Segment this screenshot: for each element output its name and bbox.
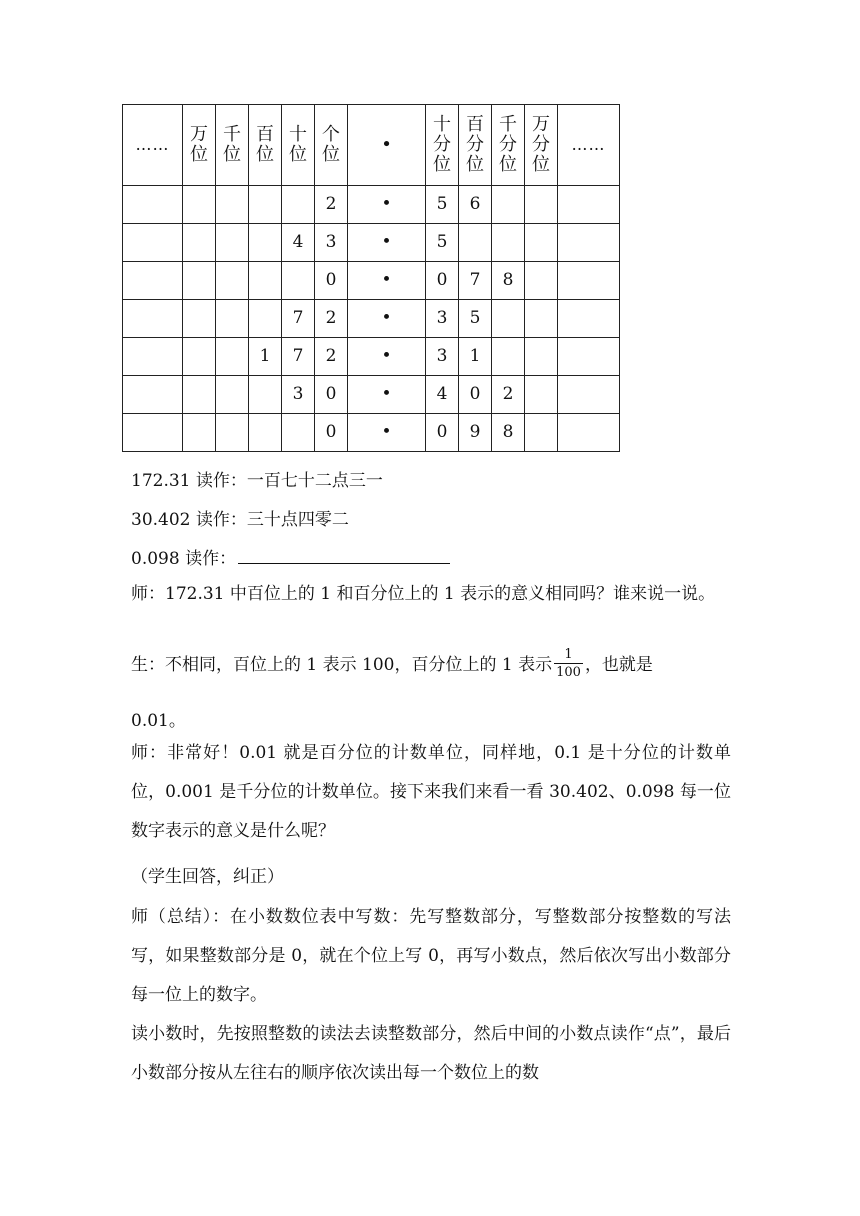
teacher-summary: 师（总结）：在小数数位表中写数：先写整数部分，写整数部分按整数的写法写，如果整数部分是 0，就在个位上写 0，再写小数点，然后依次写出小数部分每一位上的数字。	[131, 907, 731, 1005]
table-cell: 0	[315, 376, 348, 414]
table-row	[123, 224, 620, 262]
table-cell	[216, 338, 249, 376]
table-cell: 3	[426, 300, 459, 338]
header-label: ……	[135, 134, 170, 154]
reading-line-0098-label: 0.098 读作：	[131, 549, 237, 569]
table-cell	[492, 300, 525, 338]
header-label: 万分位	[531, 113, 550, 176]
table-cell: 7	[282, 300, 315, 338]
table-cell	[282, 262, 315, 300]
table-cell	[183, 414, 216, 452]
table-cell	[249, 300, 282, 338]
header-label: 百位	[255, 123, 274, 165]
table-cell	[216, 224, 249, 262]
student-answer-text: 生：不相同，百位上的 1 表示 100，百分位上的 1 表示	[131, 655, 553, 675]
table-cell	[525, 224, 558, 262]
table-cell	[123, 186, 183, 224]
table-cell	[282, 186, 315, 224]
table-cell	[183, 300, 216, 338]
header-label: 千位	[222, 123, 241, 165]
header-label: 个位	[321, 123, 340, 165]
table-cell: •	[348, 224, 426, 262]
table-header-row	[123, 105, 620, 186]
table-cell	[525, 262, 558, 300]
teacher-praise: 师：非常好！0.01 就是百分位的计数单位，同样地，0.1 是十分位的计数单位，0.001 是千分位的计数单位。接下来我们来看一看 30.402、0.098 每一位数字表示的意义是什么呢？	[131, 743, 731, 841]
table-cell: 5	[426, 224, 459, 262]
teacher-question: 师：172.31 中百位上的 1 和百分位上的 1 表示的意义相同吗？谁来说一说。	[131, 584, 716, 604]
table-cell: 0	[459, 376, 492, 414]
table-cell: 2	[315, 186, 348, 224]
table-cell	[492, 224, 525, 262]
table-cell	[525, 414, 558, 452]
table-cell	[558, 376, 620, 414]
table-cell	[558, 300, 620, 338]
table-cell: 8	[492, 414, 525, 452]
table-cell	[123, 224, 183, 262]
table-cell: 0	[426, 414, 459, 452]
table-cell: 1	[249, 338, 282, 376]
table-cell: 3	[426, 338, 459, 376]
table-cell	[216, 186, 249, 224]
table-cell	[123, 338, 183, 376]
table-cell	[123, 300, 183, 338]
table-cell	[492, 186, 525, 224]
fraction-denominator: 100	[556, 665, 581, 680]
table-row	[123, 186, 620, 224]
table-cell: •	[348, 338, 426, 376]
table-cell: 7	[282, 338, 315, 376]
table-cell: •	[348, 262, 426, 300]
table-cell	[249, 224, 282, 262]
table-cell	[183, 262, 216, 300]
table-cell: 2	[315, 338, 348, 376]
table-cell: 3	[315, 224, 348, 262]
header-cell	[315, 105, 348, 186]
table-row	[123, 300, 620, 338]
table-cell	[249, 414, 282, 452]
table-cell	[249, 186, 282, 224]
table-cell	[525, 338, 558, 376]
table-cell: 7	[459, 262, 492, 300]
table-cell	[282, 414, 315, 452]
header-label: 百分位	[465, 113, 484, 176]
table-cell	[216, 300, 249, 338]
header-cell	[348, 105, 426, 186]
table-cell	[183, 338, 216, 376]
header-cell	[216, 105, 249, 186]
table-row	[123, 262, 620, 300]
table-cell: •	[348, 376, 426, 414]
header-label: ……	[571, 134, 606, 154]
table-cell	[558, 224, 620, 262]
table-row	[123, 376, 620, 414]
table-cell	[216, 376, 249, 414]
student-answer-text-2: ，也就是	[584, 655, 653, 675]
table-cell: 1	[459, 338, 492, 376]
table-cell	[459, 224, 492, 262]
student-answer-end: 0.01。	[131, 711, 186, 731]
table-cell	[558, 186, 620, 224]
table-cell: •	[348, 300, 426, 338]
header-cell	[459, 105, 492, 186]
reading-rule: 读小数时，先按照整数的读法去读整数部分，然后中间的小数点读作“点”，最后小数部分按从左往右的顺序依次读出每一个数位上的数	[131, 1024, 731, 1083]
table-cell	[525, 376, 558, 414]
fraction-numerator: 1	[554, 648, 583, 664]
header-cell	[426, 105, 459, 186]
table-cell: 2	[315, 300, 348, 338]
reading-line-0098	[131, 544, 450, 569]
header-cell	[123, 105, 183, 186]
table-cell	[525, 300, 558, 338]
table-cell	[249, 376, 282, 414]
table-cell	[249, 262, 282, 300]
table-cell	[183, 186, 216, 224]
header-label: 万位	[189, 123, 208, 165]
header-label: 十位	[288, 123, 307, 165]
table-cell	[123, 262, 183, 300]
student-answer	[131, 646, 731, 685]
table-cell: •	[348, 414, 426, 452]
fraction-one-hundredth	[554, 648, 583, 679]
header-cell	[183, 105, 216, 186]
table-cell: •	[348, 186, 426, 224]
table-cell: 4	[282, 224, 315, 262]
header-cell	[492, 105, 525, 186]
table-cell	[216, 262, 249, 300]
table-cell	[558, 338, 620, 376]
table-row	[123, 338, 620, 376]
table-cell: 0	[315, 414, 348, 452]
table-cell: 2	[492, 376, 525, 414]
table-cell: 5	[426, 186, 459, 224]
student-response-note: （学生回答，纠正）	[131, 867, 284, 887]
answer-blank	[238, 546, 450, 564]
table-cell: 0	[426, 262, 459, 300]
table-cell	[525, 186, 558, 224]
table-cell	[492, 338, 525, 376]
header-cell	[282, 105, 315, 186]
table-cell	[216, 414, 249, 452]
table-cell: 4	[426, 376, 459, 414]
place-value-table	[122, 104, 620, 452]
table-cell	[123, 376, 183, 414]
header-label: 千分位	[498, 113, 517, 176]
header-label: •	[381, 134, 392, 155]
header-cell	[249, 105, 282, 186]
table-cell	[558, 262, 620, 300]
table-row	[123, 414, 620, 452]
table-cell: 3	[282, 376, 315, 414]
table-cell: 9	[459, 414, 492, 452]
reading-line-30: 30.402 读作：三十点四零二	[131, 510, 349, 530]
table-cell	[558, 414, 620, 452]
table-cell: 0	[315, 262, 348, 300]
table-cell	[183, 376, 216, 414]
table-cell	[123, 414, 183, 452]
table-cell	[183, 224, 216, 262]
header-cell	[558, 105, 620, 186]
table-cell: 8	[492, 262, 525, 300]
table-cell: 5	[459, 300, 492, 338]
header-label: 十分位	[432, 113, 451, 176]
table-cell: 6	[459, 186, 492, 224]
reading-line-172: 172.31 读作：一百七十二点三一	[131, 471, 383, 491]
header-cell	[525, 105, 558, 186]
